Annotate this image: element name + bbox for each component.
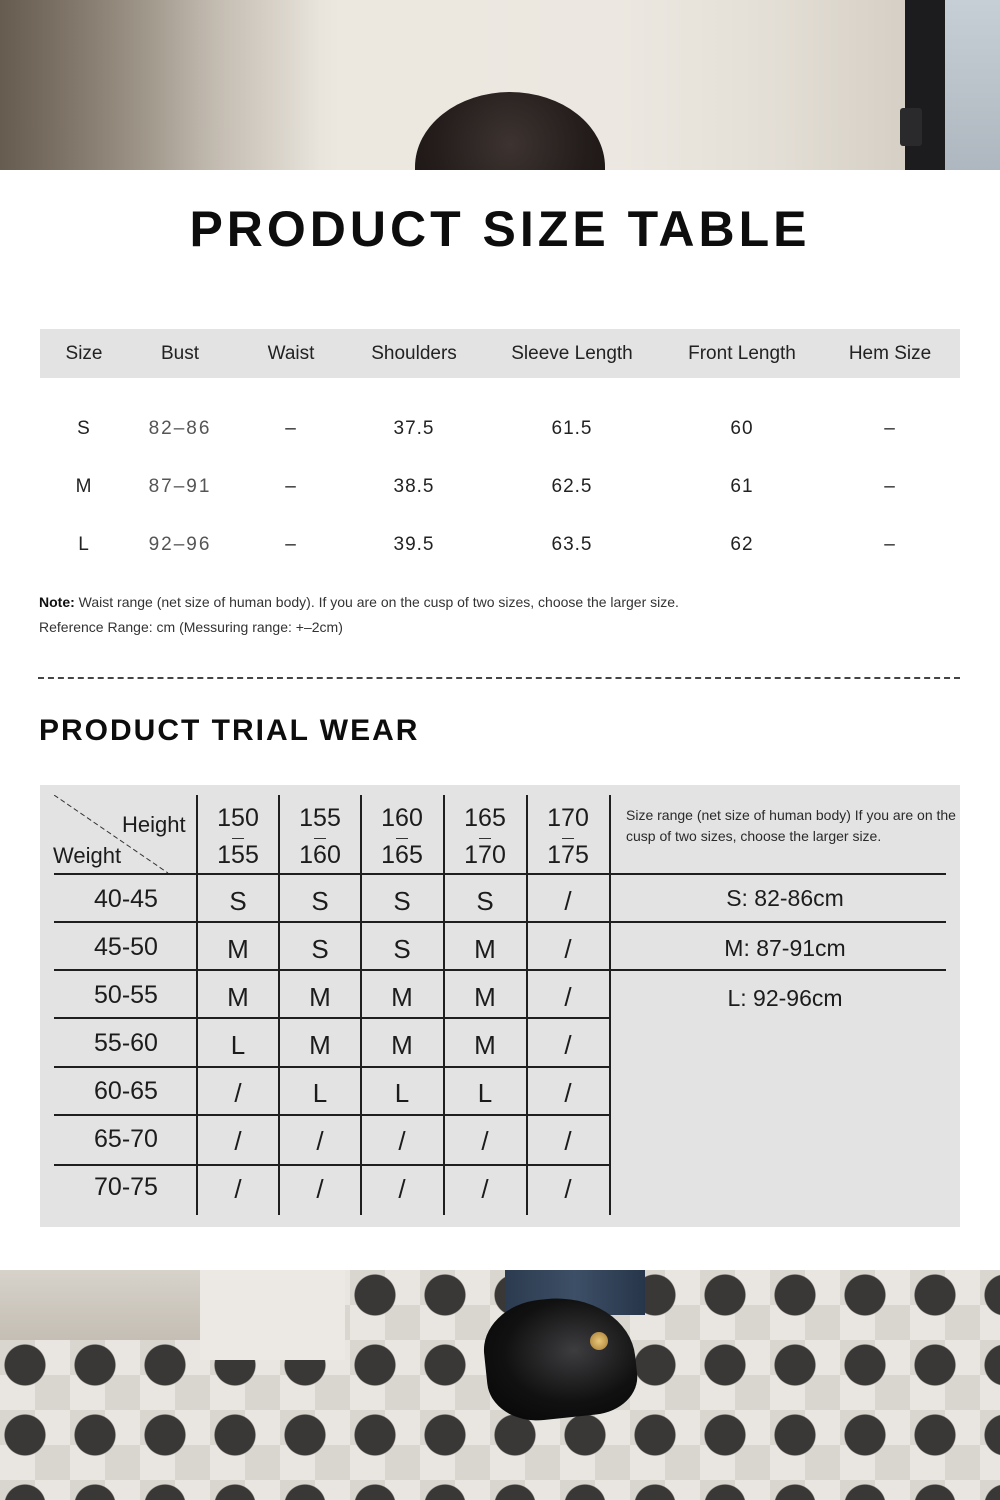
cell-waist: – [285,476,297,497]
height-top: 170 [547,804,589,832]
trial-cell: M [391,982,413,1012]
height-range-155-160 [279,800,361,874]
size-note [39,594,679,610]
header-front-length: Front Length [688,343,796,364]
trial-cell: M [309,1030,331,1060]
trial-cell: L [230,1030,246,1060]
size-table-header [40,329,960,378]
model-photo-bottom [0,1270,1000,1500]
height-bottom: 175 [547,841,589,869]
section-divider [38,677,960,679]
height-bottom: 160 [299,841,341,869]
weight-range: 45-50 [94,933,158,961]
cell-front-length: 61 [730,476,754,497]
height-top: 160 [381,804,423,832]
trial-cell: / [316,1174,324,1204]
trial-cell: S [476,886,494,916]
page-title: PRODUCT SIZE TABLE [189,201,811,257]
header-size: Size [65,343,103,364]
trial-wear-title: PRODUCT TRIAL WEAR [39,714,420,747]
size-range-s: S: 82-86cm [726,885,844,911]
model-hair [415,92,605,170]
shoe-buckle [590,1332,608,1350]
cell-front-length: 62 [730,534,754,555]
trial-cell: / [564,982,572,1012]
weight-range: 50-55 [94,981,158,1009]
trial-cell: S [393,886,411,916]
trial-cell: L [477,1078,493,1108]
trial-cell: M [474,934,496,964]
weight-range: 40-45 [94,885,158,913]
trial-cell: M [309,982,331,1012]
trial-cell: / [234,1126,242,1156]
corner-weight-label: Weight [53,843,122,868]
cell-hem-size: – [884,534,896,555]
trial-cell: / [234,1078,242,1108]
cell-size: S [77,418,91,439]
trial-cell: / [564,1030,572,1060]
height-top: 155 [299,804,341,832]
corner-height-label: Height [122,812,186,837]
trial-cell: / [234,1174,242,1204]
trial-cell: S [393,934,411,964]
wall-shadow [0,0,320,170]
weight-range: 70-75 [94,1173,158,1201]
trial-cell: M [474,982,496,1012]
header-sleeve-length: Sleeve Length [511,343,633,364]
window-glass [945,0,1000,170]
trial-cell: M [391,1030,413,1060]
trial-cell: / [398,1126,406,1156]
cell-waist: – [285,534,297,555]
cell-bust: 82–86 [148,418,212,439]
height-range-150-155 [197,800,279,874]
trial-cell: M [227,934,249,964]
note-text: Waist range (net size of human body). If you are on the cusp of two sizes, choose the larger size. [74,594,679,610]
cell-hem-size: – [884,418,896,439]
header-hem-size: Hem Size [848,343,932,364]
header-shoulders: Shoulders [371,343,457,364]
trial-cell: S [311,886,329,916]
trial-cell: / [564,934,572,964]
cell-hem-size: – [884,476,896,497]
cell-size: L [78,534,90,555]
height-bottom: 170 [464,841,506,869]
trial-cell: S [229,886,247,916]
header-bust: Bust [160,343,200,364]
weight-range: 60-65 [94,1077,158,1105]
trial-cell: L [312,1078,328,1108]
window-hinge [900,108,922,146]
trial-cell: / [564,1078,572,1108]
cell-front-length: 60 [730,418,754,439]
size-range-note: Size range (net size of human body) If you are on the cusp of two sizes, choose the larger size. [626,807,956,844]
weight-range: 65-70 [94,1125,158,1153]
cell-size: M [75,476,93,497]
model-photo-top [0,0,1000,170]
cell-shoulders: 39.5 [393,534,435,555]
height-range-160-165 [361,800,443,874]
size-row-s [40,409,960,449]
cell-bust: 92–96 [148,534,212,555]
cell-sleeve-length: 61.5 [551,418,593,439]
reference-range: Reference Range: cm (Messuring range: +–2cm) [39,619,343,635]
size-range-l: L: 92-96cm [727,985,843,1011]
size-range-m: M: 87-91cm [724,935,846,961]
trial-cell: S [311,934,329,964]
trial-cell: / [564,1174,572,1204]
cell-sleeve-length: 63.5 [551,534,593,555]
note-label: Note: [39,594,75,610]
cell-bust: 87–91 [148,476,212,497]
trial-cell: M [227,982,249,1012]
trial-cell: / [398,1174,406,1204]
height-range-165-170 [444,800,526,874]
trial-cell: / [481,1174,489,1204]
weight-range: 55-60 [94,1029,158,1057]
trial-cell: L [394,1078,410,1108]
cell-shoulders: 38.5 [393,476,435,497]
height-bottom: 165 [381,841,423,869]
baseboard [200,1270,345,1360]
header-waist: Waist [267,343,315,364]
trial-cell: / [316,1126,324,1156]
trial-cell: / [481,1126,489,1156]
cell-sleeve-length: 62.5 [551,476,593,497]
trial-cell: / [564,1126,572,1156]
trial-cell: / [564,886,572,916]
cell-waist: – [285,418,297,439]
height-bottom: 155 [217,841,259,869]
size-row-l [40,525,960,565]
cell-shoulders: 37.5 [393,418,435,439]
height-top: 150 [217,804,259,832]
trial-cell: M [474,1030,496,1060]
height-range-170-175 [527,800,609,874]
height-top: 165 [464,804,506,832]
size-row-m [40,467,960,507]
